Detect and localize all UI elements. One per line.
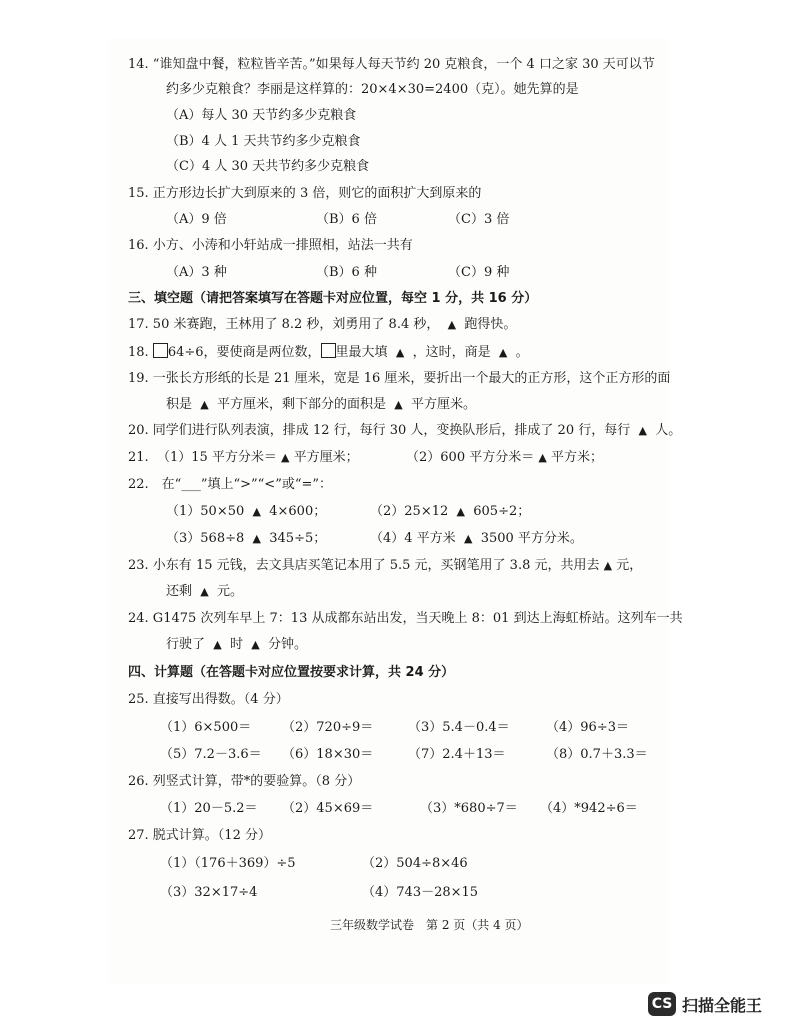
- answer-blank: ▲: [447, 318, 457, 331]
- q17-text-end: 跑得快。: [464, 317, 517, 332]
- q25-item: （3）5.4－0.4＝: [408, 720, 510, 735]
- q24-text-1: 行驶了: [166, 637, 206, 652]
- section-4-heading: 四、计算题（在答题卡对应位置按要求计算，共 24 分）: [128, 665, 455, 680]
- q21-part-b: [406, 449, 603, 467]
- q25-item: （2）720÷9＝: [282, 720, 374, 735]
- q24-text-2: 时: [230, 637, 244, 652]
- q22-item-3-right: 345÷5；: [269, 531, 327, 546]
- answer-blank: ▲: [252, 505, 261, 518]
- q19-line1: 19. 一张长方形纸的长是 21 厘米，宽是 16 厘米，要折出一个最大的正方形，这个正方形的面: [128, 371, 671, 386]
- q14-option-a: （A）每人 30 天节约多少克粮食: [166, 108, 357, 123]
- q22-stem: 22. 在“___”填上“>”“<”或“=”：: [128, 477, 333, 492]
- q18-number: 18.: [128, 345, 149, 360]
- q20-text-end: 人。: [655, 423, 682, 438]
- q27-item: （4）743－28×15: [362, 885, 479, 900]
- q24-line2: [166, 636, 307, 654]
- q14-stem-line1: 14. “谁知盘中餐，粒粒皆辛苦。”如果每人每天节约 20 克粮食，一个 4 口之家 30 天可以节: [128, 57, 655, 72]
- q15-option-b: （B）6 倍: [316, 212, 377, 227]
- q22-item-2-right: 605÷2；: [473, 504, 531, 519]
- q25-item: （8）0.7＋3.3＝: [546, 747, 648, 762]
- q21-part-a-unit: 平方厘米；: [293, 450, 359, 465]
- q19-text-2: 平方厘米，剩下部分的面积是: [217, 397, 387, 412]
- q22-item-3-left: （3）568÷8: [166, 531, 245, 546]
- answer-blank: ▲: [200, 585, 209, 598]
- q18: [128, 343, 529, 362]
- q21-part-b-text: （2）600 平方分米＝: [406, 450, 535, 465]
- q23-text-2: 还剩: [166, 584, 193, 599]
- q16-option-b: （B）6 种: [316, 265, 377, 280]
- q15-option-c: （C）3 倍: [448, 212, 510, 227]
- q25-item: （7）2.4＋13＝: [408, 747, 506, 762]
- q25-item: （1）6×500＝: [160, 720, 252, 735]
- answer-blank: ▲: [252, 532, 261, 545]
- q27-stem: 27. 脱式计算。（12 分）: [128, 828, 271, 843]
- page-footer: 三年级数学试卷 第 2 页（共 4 页）: [330, 918, 529, 932]
- q17-text: 17. 50 米赛跑，王林用了 8.2 秒，刘勇用了 8.4 秒，: [128, 317, 440, 332]
- answer-blank: ▲: [281, 451, 290, 464]
- q20: [128, 422, 681, 440]
- q22-item-2-left: （2）25×12: [370, 504, 449, 519]
- q23-line2: [166, 583, 243, 601]
- q16-option-c: （C）9 种: [448, 265, 510, 280]
- q19-line2: [166, 396, 476, 414]
- q14-option-c: （C）4 人 30 天共节约多少克粮食: [166, 159, 370, 174]
- q22-item-1: [166, 503, 326, 521]
- q16-option-a: （A）3 种: [166, 265, 227, 280]
- q22-item-4-right: 3500 平方分米。: [480, 531, 583, 546]
- q15-option-a: （A）9 倍: [166, 212, 227, 227]
- q25-item: （4）96÷3＝: [546, 720, 629, 735]
- q23-line1: [128, 557, 642, 575]
- q23-text-unit: 元，: [616, 558, 643, 573]
- answer-blank: ▲: [251, 638, 260, 651]
- q23-text: 23. 小东有 15 元钱，去文具店买笔记本用了 5.5 元，买钢笔用了 3.8 元，共用去: [128, 558, 600, 573]
- scanner-logo: [648, 992, 762, 1016]
- q21-number: 21.: [128, 450, 149, 465]
- answer-blank: ▲: [456, 505, 465, 518]
- q22-item-2: [370, 503, 530, 521]
- q25-item: （5）7.2－3.6＝: [160, 747, 262, 762]
- answer-blank: ▲: [638, 424, 647, 437]
- q19-text-1: 积是: [166, 397, 193, 412]
- q18-text-3: ，这时，商是: [412, 345, 491, 360]
- answer-blank: ▲: [463, 532, 473, 545]
- q24-line1: 24. G1475 次列车早上 7：13 从成都东站出发，当天晚上 8：01 到达上海虹桥站。这列车一共: [128, 611, 683, 626]
- q21: [128, 449, 359, 467]
- q14-stem-line2: 约多少克粮食？李丽是这样算的：20×4×30=2400（克）。她先算的是: [166, 82, 579, 97]
- digit-box: [153, 343, 168, 358]
- q26-item: （2）45×69＝: [282, 801, 374, 816]
- q17: [128, 316, 516, 334]
- q26-item: （3）*680÷7＝: [420, 801, 518, 816]
- q25-stem: 25. 直接写出得数。（4 分）: [128, 692, 289, 707]
- q18-text-2: 里最大填: [335, 345, 388, 360]
- q26-stem: 26. 列竖式计算，带*的要验算。（8 分）: [128, 774, 361, 789]
- q18-text-4: 。: [515, 345, 529, 360]
- q23-text-2-unit: 元。: [217, 584, 244, 599]
- answer-blank: ▲: [200, 398, 209, 411]
- q15-stem: 15. 正方形边长扩大到原来的 3 倍，则它的面积扩大到原来的: [128, 186, 482, 201]
- q20-text: 20. 同学们进行队列表演，排成 12 行，每行 30 人，变换队形后，排成了 20 行，每行: [128, 423, 631, 438]
- q18-text-1: 64÷6，要使商是两位数，: [167, 345, 321, 360]
- q21-part-b-unit: 平方米；: [550, 450, 603, 465]
- answer-blank: ▲: [603, 559, 613, 572]
- q22-item-3: [166, 530, 326, 548]
- q16-stem: 16. 小方、小涛和小轩站成一排照相，站法一共有: [128, 238, 413, 253]
- q26-item: （1）20－5.2＝: [160, 801, 258, 816]
- q14-option-b: （B）4 人 1 天共节约多少克粮食: [166, 134, 361, 149]
- digit-box: [321, 343, 336, 358]
- q21-part-a: （1）15 平方分米＝: [156, 450, 277, 465]
- q22-item-4-left: （4）4 平方米: [370, 531, 456, 546]
- scanner-logo-text: 扫描全能王: [682, 995, 763, 1015]
- answer-blank: ▲: [213, 638, 222, 651]
- answer-blank: ▲: [394, 398, 403, 411]
- q27-item: （3）32×17÷4: [160, 885, 258, 900]
- q27-item: （1）（176＋369）÷5: [160, 856, 296, 871]
- q22-item-1-left: （1）50×50: [166, 504, 245, 519]
- q27-item: （2）504÷8×46: [362, 856, 468, 871]
- q24-text-3: 分钟。: [268, 637, 308, 652]
- answer-blank: ▲: [395, 346, 405, 359]
- q25-item: （6）18×30＝: [282, 747, 374, 762]
- q22-item-1-right: 4×600；: [269, 504, 327, 519]
- q19-text-3: 平方厘米。: [411, 397, 477, 412]
- section-3-heading: 三、填空题（请把答案填写在答题卡对应位置，每空 1 分，共 16 分）: [128, 291, 538, 306]
- q22-item-4: [370, 530, 583, 548]
- q26-item: （4）*942÷6＝: [540, 801, 638, 816]
- answer-blank: ▲: [498, 346, 508, 359]
- answer-blank: ▲: [538, 451, 547, 464]
- cs-logo-icon: CS: [648, 992, 676, 1016]
